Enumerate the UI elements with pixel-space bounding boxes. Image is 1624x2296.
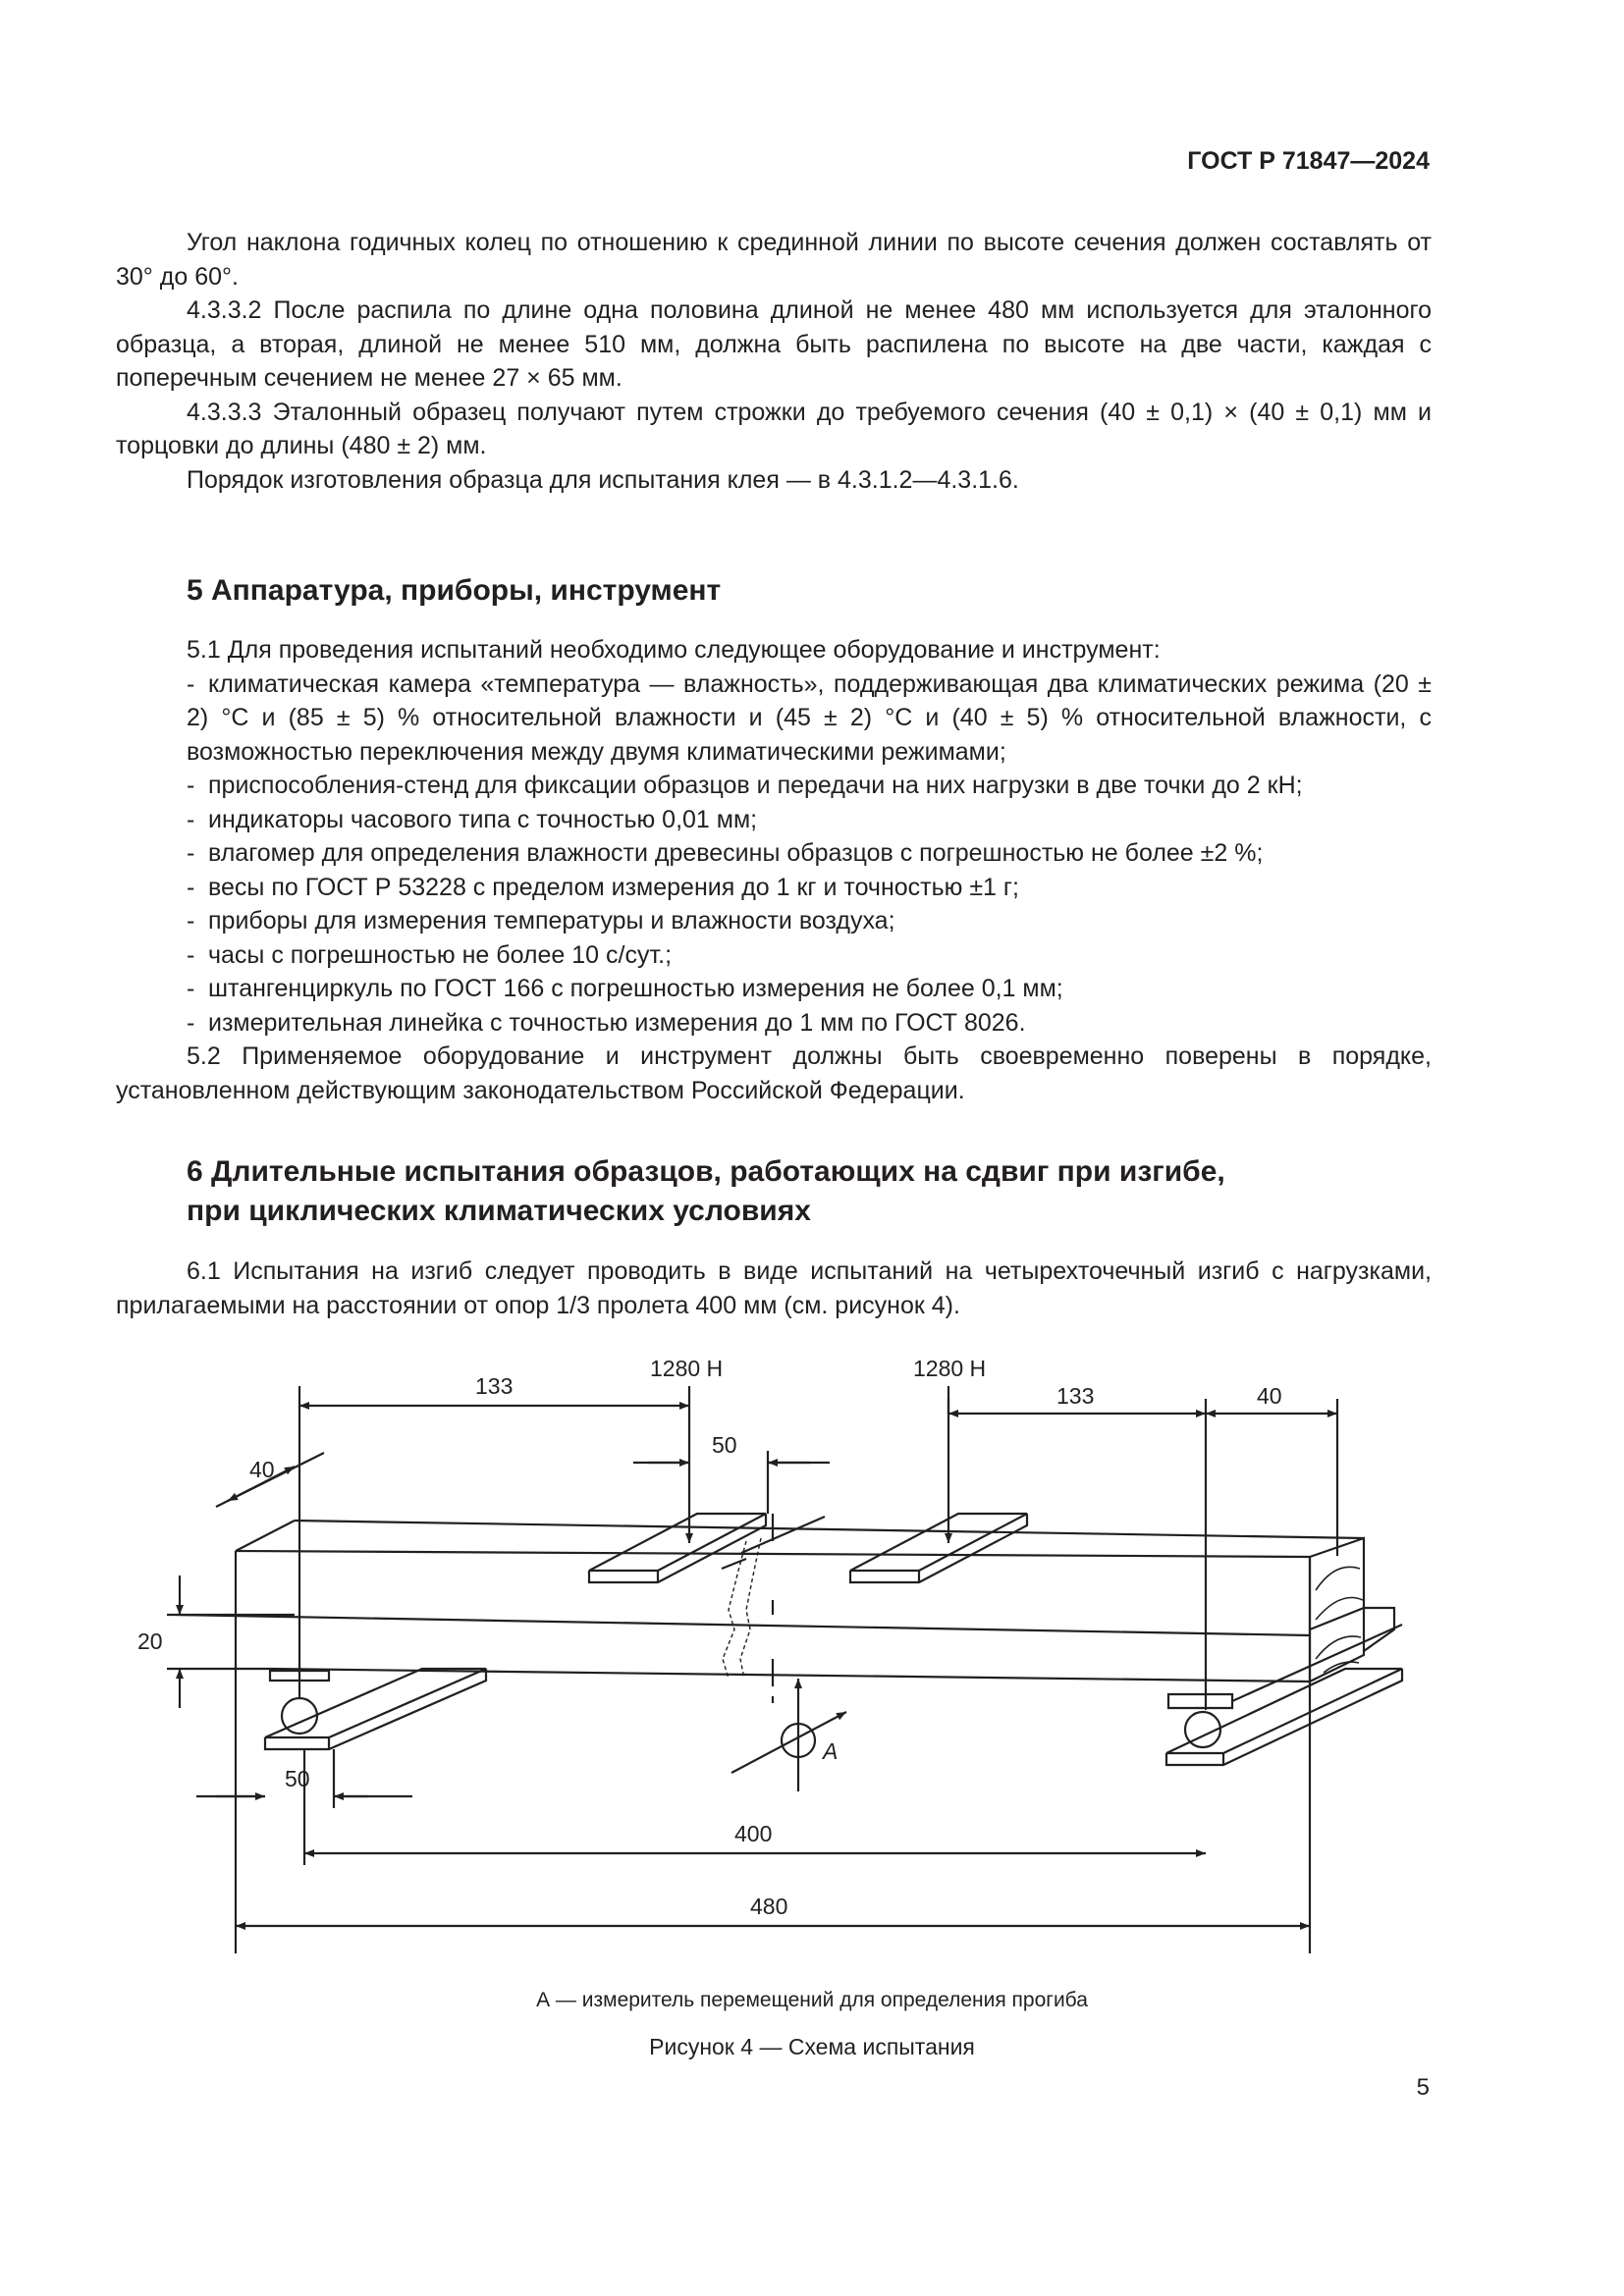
list-item: - весы по ГОСТ Р 53228 с пределом измерения до 1 кг и точностью ±1 г; bbox=[187, 873, 1019, 901]
label-133-right: 133 bbox=[1056, 1383, 1095, 1409]
test-scheme-figure bbox=[0, 1345, 1624, 2012]
intro-text bbox=[116, 226, 1432, 497]
paragraph: Порядок изготовления образца для испытания клея — в 4.3.1.2—4.3.1.6. bbox=[187, 465, 1019, 494]
list-item: - индикаторы часового типа с точностью 0,01 мм; bbox=[187, 805, 758, 833]
list-item: - приспособления-стенд для фиксации образцов и передачи на них нагрузки в две точки до 2 кН; bbox=[187, 772, 1303, 799]
figure-legend: А — измеритель перемещений для определения прогиба bbox=[536, 1989, 1088, 2011]
section-5-title: 5 Аппаратура, приборы, инструмент bbox=[187, 574, 722, 607]
beam-top-front-edge bbox=[236, 1551, 1310, 1557]
paragraph: 5.2 Применяемое оборудование и инструмент должны быть своевременно поверены в порядке, установленном действующим законодательством Российской Федерации. bbox=[116, 1042, 1432, 1104]
section-6-title: 6 Длительные испытания образцов, работающих на сдвиг при изгибе, при циклических климатических условиях bbox=[187, 1155, 1225, 1227]
crack-line bbox=[723, 1541, 746, 1679]
page-number: 5 bbox=[1416, 2074, 1430, 2101]
dim-20 bbox=[167, 1615, 295, 1669]
load-plate-left bbox=[589, 1514, 766, 1582]
label-40-right: 40 bbox=[1257, 1383, 1282, 1409]
list-item: - штангенциркуль по ГОСТ 166 с погрешностью измерения не более 0,1 мм; bbox=[187, 975, 1063, 1002]
support-right-plate bbox=[1168, 1694, 1232, 1708]
paragraph: 5.1 Для проведения испытаний необходимо следующее оборудование и инструмент: bbox=[187, 636, 1161, 664]
beam-middle-edge bbox=[177, 1615, 1310, 1635]
paragraph: 6.1 Испытания на изгиб следует проводить в виде испытаний на четырехточечный изгиб с нагрузками, прилагаемыми на расстоянии от опор 1/3 пролета 400 мм (см. рисунок 4). bbox=[116, 1257, 1432, 1319]
paragraph: 4.3.3.3 Эталонный образец получают путем строжки до требуемого сечения (40 ± 0,1) × (40 ± 0,1) мм и торцовки до длины (480 ± 2) мм. bbox=[116, 398, 1432, 459]
label-20: 20 bbox=[137, 1629, 163, 1654]
list-item: - часы с погрешностью не более 10 с/сут.; bbox=[187, 940, 673, 969]
beam-bottom-edge bbox=[270, 1669, 1310, 1682]
beam-top-back-edge bbox=[295, 1521, 1364, 1538]
label-480: 480 bbox=[750, 1894, 788, 1919]
label-load-right: 1280 Н bbox=[913, 1356, 987, 1381]
label-400: 400 bbox=[734, 1821, 773, 1846]
load-plate-right bbox=[850, 1514, 1027, 1582]
beam-left-top-edge bbox=[236, 1521, 295, 1551]
beam-right-end bbox=[1310, 1538, 1364, 1682]
figure-caption: Рисунок 4 — Схема испытания bbox=[649, 2034, 975, 2059]
section-5-text bbox=[116, 633, 1432, 1107]
paragraph: Угол наклона годичных колец по отношению к срединной линии по высоте сечения должен составлять от 30° до 60°. bbox=[116, 229, 1432, 291]
paragraph: 4.3.3.2 После распила по длине одна половина длиной не менее 480 мм используется для эталонного образца, а вторая, длиной не менее 510 мм, должна быть распилена по высоте на две части, каждая с поперечным сечением не менее 27 × 65 мм. bbox=[116, 296, 1432, 392]
label-40-left: 40 bbox=[249, 1457, 275, 1482]
grain-rings bbox=[1316, 1567, 1363, 1673]
label-gauge-a: А bbox=[823, 1738, 839, 1764]
document-header: ГОСТ Р 71847—2024 bbox=[1187, 147, 1430, 175]
label-133-left: 133 bbox=[475, 1373, 514, 1399]
label-load-left: 1280 Н bbox=[650, 1356, 724, 1381]
list-item: - влагомер для определения влажности древесины образцов с погрешностью не более ±2 %; bbox=[187, 839, 1264, 867]
label-50-top: 50 bbox=[712, 1432, 737, 1458]
list-item: - измерительная линейка с точностью измерения до 1 мм по ГОСТ 8026. bbox=[187, 1008, 1026, 1037]
list-item: - приборы для измерения температуры и влажности воздуха; bbox=[187, 907, 895, 934]
section-6-text bbox=[116, 1255, 1432, 1322]
list-item: - климатическая камера «температура — влажность», поддерживающая два климатических режима (20 ± 2) °С и (85 ± 5) % относительной влажности и (45 ± 2) °С и (40 ± 5) % относительной влажности, с возможностью переключения между двумя климатическими режимами; bbox=[187, 669, 1432, 766]
label-50-bottom: 50 bbox=[285, 1766, 310, 1791]
support-right-upper-block bbox=[1310, 1608, 1394, 1651]
support-right-base bbox=[1166, 1669, 1402, 1765]
